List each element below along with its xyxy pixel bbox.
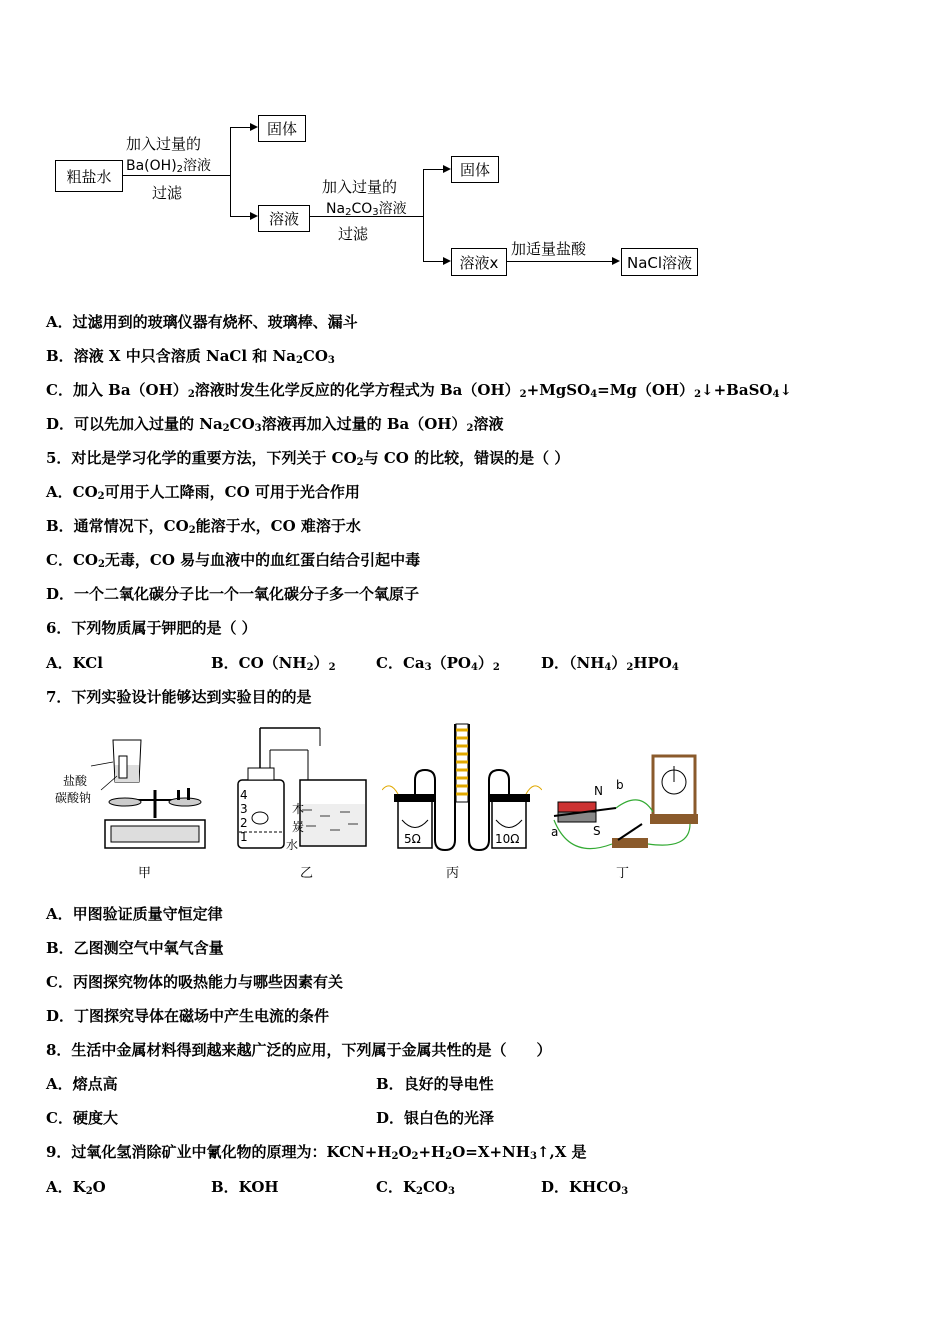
q6-option-b: B．$CO(NH_2)_2$ (211, 654, 336, 673)
q5-stem: 5．对比是学习化学的重要方法，下列关于 $CO_2$与 CO 的比较，错误的是（ ） (46, 449, 570, 468)
q5-option-d: D．一个二氧化碳分子比一个一氧化碳分子多一个氧原子 (46, 585, 420, 603)
caption-yi: 乙 (300, 866, 314, 881)
q4-option-a: A．过滤用到的玻璃仪器有烧杯、玻璃棒、漏斗 (46, 313, 358, 331)
q6-option-a: A．KCl (46, 654, 103, 672)
flowchart (0, 0, 950, 300)
q5-option-b: B．通常情况下，$CO_2$能溶于水，CO 难溶于水 (46, 517, 361, 536)
q6-stem: 6．下列物质属于钾肥的是（ ） (46, 619, 257, 637)
flow-box-solid2: 固体 (451, 156, 499, 183)
flow-box-raw: 粗盐水 (55, 160, 123, 192)
q9-option-a: A．$K_2O$ (46, 1178, 106, 1197)
wire-b: b (616, 778, 624, 792)
q6-option-c: C．$Ca_3(PO_4)_2$ (376, 654, 500, 673)
scale-3: 3 (240, 802, 248, 816)
caption-bing: 丙 (446, 866, 460, 881)
q8-option-c: C．硬度大 (46, 1109, 118, 1127)
caption-ding: 丁 (616, 866, 630, 881)
label-charcoal-2: 炭 (292, 820, 305, 834)
q7-stem: 7．下列实验设计能够达到实验目的的是 (46, 688, 312, 706)
flow-step2-label: 加入过量的 (322, 178, 398, 196)
resistor-5ohm: 5Ω (404, 832, 421, 846)
scale-2: 2 (240, 816, 248, 830)
q5-option-c: C．$CO_2$无毒，CO 易与血液中的血红蛋白结合引起中毒 (46, 551, 421, 570)
q4-option-c: C．加入 $Ba(OH)_2$溶液时发生化学反应的化学方程式为 $Ba(OH)_2+MgSO_4=Mg(OH)_2↓+BaSO_4↓$ (46, 381, 793, 400)
q8-option-a: A．熔点高 (46, 1075, 118, 1093)
figure-ding-induction (550, 720, 700, 860)
q8-stem: 8．生活中金属材料得到越来越广泛的应用，下列属于金属共性的是（ ） (46, 1041, 552, 1059)
q7-option-c: C．丙图探究物体的吸热能力与哪些因素有关 (46, 973, 343, 991)
q8-option-b: B．良好的导电性 (376, 1075, 494, 1093)
flow-step1-reagent: $Ba(OH)_2$溶液 (126, 158, 212, 175)
q9-option-d: D．$KHCO_3$ (541, 1178, 629, 1197)
q7-figures (55, 720, 705, 890)
label-na2co3: 碳酸钠 (55, 791, 92, 805)
q9-option-b: B．KOH (211, 1178, 279, 1196)
figure-yi-apparatus (230, 720, 375, 860)
resistor-10ohm: 10Ω (495, 832, 520, 846)
q4-option-b: B．溶液 X 中只含溶质 NaCl 和 $Na_2CO_3$ (46, 347, 335, 366)
magnet-n: N (594, 784, 603, 798)
q4-option-d: D．可以先加入过量的 $Na_2CO_3$溶液再加入过量的 $Ba(OH)_2$溶液 (46, 415, 504, 434)
q5-option-a: A．$CO_2$可用于人工降雨，CO 可用于光合作用 (46, 483, 360, 502)
q9-stem: 9．过氧化氢消除矿业中氰化物的原理为：$KCN+H_2O_2+H_2O=X+NH_3↑,X$ 是 (46, 1143, 587, 1162)
scale-1: 1 (240, 830, 248, 844)
caption-jia: 甲 (138, 866, 152, 881)
flow-step3-label: 加适量盐酸 (511, 240, 587, 258)
flow-step1-label: 加入过量的 (126, 135, 202, 153)
flow-box-product: NaCl溶液 (621, 248, 698, 276)
magnet-s: S (593, 824, 601, 838)
q7-option-a: A．甲图验证质量守恒定律 (46, 905, 223, 923)
q6-option-d: D．$(NH_4)_2HPO_4$ (541, 654, 679, 673)
scale-4: 4 (240, 788, 248, 802)
label-hcl: 盐酸 (63, 774, 88, 788)
q7-option-b: B．乙图测空气中氧气含量 (46, 939, 224, 957)
flow-box-solution-x: 溶液x (451, 248, 507, 276)
flow-box-solid1: 固体 (258, 115, 306, 142)
wire-a: a (551, 825, 559, 839)
flow-step2-filter: 过滤 (338, 225, 369, 243)
flow-box-solution1: 溶液 (258, 205, 310, 232)
label-water: 水 (286, 838, 299, 852)
q9-option-c: C．$K_2CO_3$ (376, 1178, 455, 1197)
q7-option-d: D．丁图探究导体在磁场中产生电流的条件 (46, 1007, 330, 1025)
label-charcoal-1: 木 (292, 802, 305, 816)
q8-option-d: D．银白色的光泽 (376, 1109, 495, 1127)
flow-step2-reagent: $Na_2CO_3$溶液 (326, 201, 407, 218)
flow-step1-filter: 过滤 (152, 184, 183, 202)
